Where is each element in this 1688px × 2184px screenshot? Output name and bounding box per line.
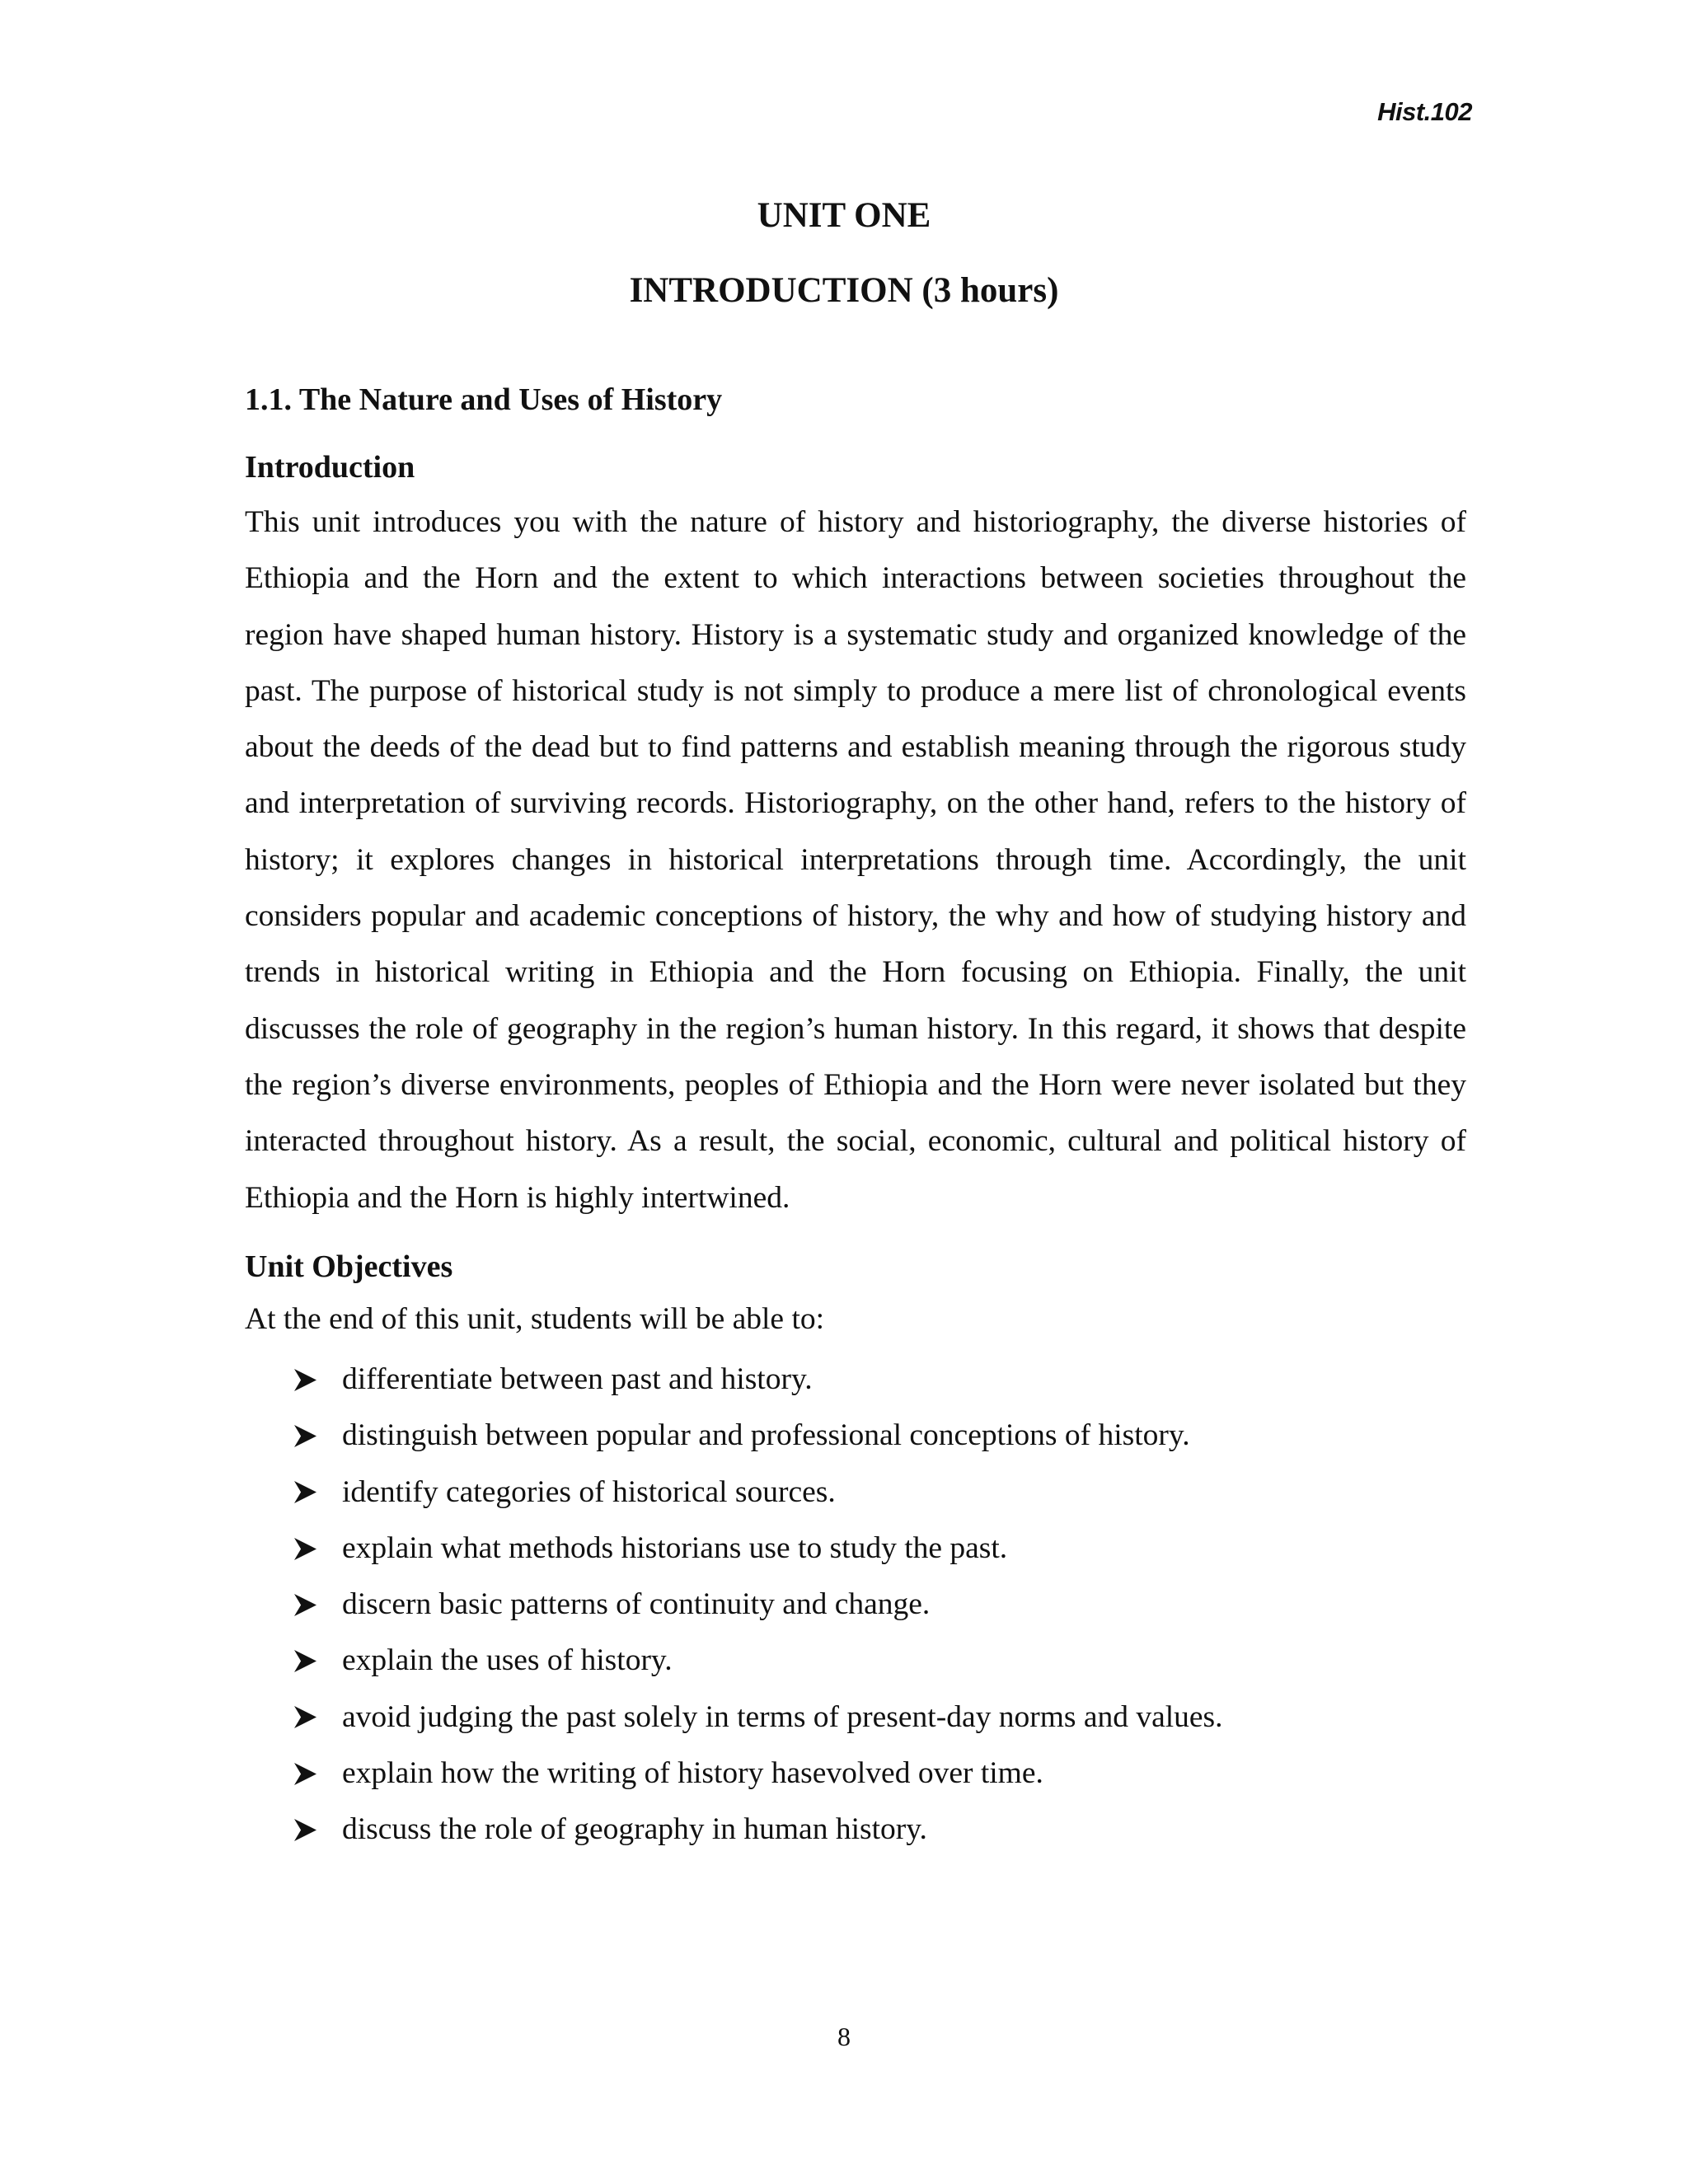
list-item — [294, 1521, 1223, 1577]
arrowhead-bullet-icon — [294, 1819, 342, 1841]
list-item — [294, 1802, 1223, 1858]
unit-subtitle: INTRODUCTION (3 hours) — [629, 271, 1059, 310]
arrowhead-bullet-icon — [294, 1369, 342, 1391]
list-item — [294, 1408, 1223, 1464]
introduction-paragraph: This unit introduces you with the nature of history and historiography, the diverse histories of Ethiopia and the Horn and the extent to which interactions between societies throughout the region have shaped human history. History is a systematic study and organized knowledge of the past. The purpose of historical study is not simply to produce a mere list of chronological events about the deeds of the dead but to find patterns and establish meaning through the rigorous study and interpretation of surviving records. Historiography, on the other hand, refers to the history of history; it explores changes in historical interpretations through time. Accordingly, the unit considers popular and academic conceptions of history, the why and how of studying history and trends in historical writing in Ethiopia and the Horn focusing on Ethiopia. Finally, the unit discusses the role of geography in the region’s human history. In this regard, it shows that despite the region’s diverse environments, peoples of Ethiopia and the Horn were never isolated but they interacted throughout history. As a result, the social, economic, cultural and political history of Ethiopia and the Horn is highly intertwined. — [245, 505, 1466, 1215]
unit-title: UNIT ONE — [757, 196, 931, 235]
arrowhead-bullet-icon — [294, 1594, 342, 1616]
objective-text: distinguish between popular and professional conceptions of history. — [342, 1418, 1190, 1453]
list-item — [294, 1577, 1223, 1633]
arrowhead-bullet-icon — [294, 1538, 342, 1560]
list-item — [294, 1746, 1223, 1802]
introduction-heading: Introduction — [245, 450, 415, 485]
objective-text: differentiate between past and history. — [342, 1362, 813, 1396]
arrowhead-bullet-icon — [294, 1706, 342, 1728]
objectives-list — [294, 1352, 1223, 1858]
objective-text: avoid judging the past solely in terms of present-day norms and values. — [342, 1699, 1223, 1734]
objective-text: discuss the role of geography in human history. — [342, 1812, 927, 1847]
arrowhead-bullet-icon — [294, 1481, 342, 1503]
arrowhead-bullet-icon — [294, 1650, 342, 1672]
list-item — [294, 1690, 1223, 1746]
objectives-heading: Unit Objectives — [245, 1249, 453, 1284]
section-title: 1.1. The Nature and Uses of History — [245, 382, 723, 417]
objective-text: discern basic patterns of continuity and change. — [342, 1587, 931, 1622]
list-item — [294, 1352, 1223, 1408]
objectives-lead: At the end of this unit, students will be able to: — [245, 1302, 825, 1336]
objective-text: explain what methods historians use to study the past. — [342, 1530, 1008, 1565]
list-item — [294, 1465, 1223, 1521]
page-number: 8 — [837, 2022, 851, 2051]
arrowhead-bullet-icon — [294, 1763, 342, 1785]
objective-text: explain how the writing of history hasevolved over time. — [342, 1756, 1043, 1791]
list-item — [294, 1633, 1223, 1689]
course-code: Hist.102 — [1377, 97, 1472, 126]
arrowhead-bullet-icon — [294, 1425, 342, 1447]
objective-text: explain the uses of history. — [342, 1643, 673, 1678]
objective-text: identify categories of historical sources. — [342, 1474, 836, 1509]
